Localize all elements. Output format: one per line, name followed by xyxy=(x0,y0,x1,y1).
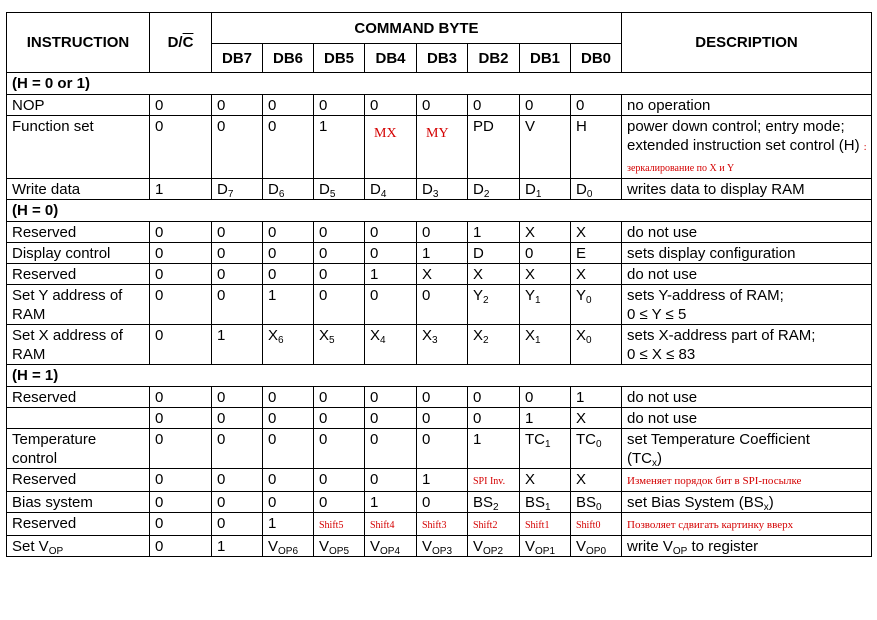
bit-cell-db3 xyxy=(417,116,468,179)
description-cell xyxy=(622,513,872,536)
table-row xyxy=(7,513,872,536)
subscript: 7 xyxy=(227,189,234,200)
bit-cell-db1: $X_1$ xyxy=(520,325,571,365)
description-cell: set Temperature Coefficient $(TC_x)$ xyxy=(622,429,872,469)
bit-cell-db5: $V_{OP5}$ xyxy=(314,536,365,557)
bit-cell-db0: $Y_0$ xyxy=(571,285,622,325)
bit-cell-db5: $D_5$ xyxy=(314,179,365,200)
instruction-cell: Reserved xyxy=(7,513,150,536)
subscript: x xyxy=(763,502,769,513)
bit-cell-db7: 0 xyxy=(212,429,263,469)
subscript: OP0 xyxy=(586,546,607,557)
description-cell: set Bias System $(BS_x)$ xyxy=(622,492,872,513)
bit-cell-db0: E xyxy=(571,243,622,264)
bit-cell-db4: 0 xyxy=(365,429,417,469)
table-row xyxy=(7,469,872,492)
bit-cell-db7: 1 xyxy=(212,325,263,365)
dc-cell: 0 xyxy=(150,325,212,365)
bit-cell-db2: $D_2$ xyxy=(468,179,520,200)
bit-cell-db5: $X_5$ xyxy=(314,325,365,365)
annotation-text: Shift0 xyxy=(576,520,601,531)
bit-cell-db5: 0 xyxy=(314,387,365,408)
subscript: x xyxy=(652,458,657,469)
bit-cell-db4: 0 xyxy=(365,387,417,408)
bit-cell-db7: 0 xyxy=(212,95,263,116)
subscript: OP5 xyxy=(329,546,350,557)
table-row xyxy=(7,285,872,325)
bit-cell-db6: 0 xyxy=(263,222,314,243)
bit-cell-db1: X xyxy=(520,469,571,492)
subscript: 2 xyxy=(483,189,490,200)
bit-cell-db6: $X_6$ xyxy=(263,325,314,365)
dc-cell: 0 xyxy=(150,536,212,557)
annotation-text: Shift5 xyxy=(319,520,344,531)
description-cell: writes data to display RAM xyxy=(622,179,872,200)
instruction-cell: Reserved xyxy=(7,222,150,243)
command-byte-header: COMMAND BYTE xyxy=(212,13,622,44)
bit-cell-db2: $V_{OP2}$ xyxy=(468,536,520,557)
section-title: (H = 0 or 1) xyxy=(7,73,872,95)
bit-cell-db5: 0 xyxy=(314,243,365,264)
dc-cell: 0 xyxy=(150,116,212,179)
bit-cell-db1: 1 xyxy=(520,408,571,429)
section-title: (H = 1) xyxy=(7,365,872,387)
bit-cell-db2: 1 xyxy=(468,222,520,243)
bit-cell-db5 xyxy=(314,513,365,536)
subscript: OP2 xyxy=(483,546,504,557)
annotation-text: MX xyxy=(374,126,397,141)
subscript: OP xyxy=(48,546,64,557)
table-row xyxy=(7,325,872,365)
table-row xyxy=(7,179,872,200)
db3-header: DB3 xyxy=(417,44,468,73)
bit-cell-db0: X xyxy=(571,408,622,429)
bit-cell-db7: 0 xyxy=(212,387,263,408)
bit-cell-db4 xyxy=(365,513,417,536)
bit-cell-db1: V xyxy=(520,116,571,179)
bit-cell-db2: $Y_2$ xyxy=(468,285,520,325)
table-row xyxy=(7,387,872,408)
bit-cell-db3: 0 xyxy=(417,222,468,243)
bit-cell-db4: 0 xyxy=(365,222,417,243)
bit-cell-db1: X xyxy=(520,264,571,285)
bit-cell-db6: $V_{OP6}$ xyxy=(263,536,314,557)
bit-cell-db0: X xyxy=(571,264,622,285)
annotation-text: Изменяет порядок бит в SPI-посылке xyxy=(627,475,802,487)
bit-cell-db6: 0 xyxy=(263,492,314,513)
table-row xyxy=(7,264,872,285)
subscript: 2 xyxy=(493,502,499,513)
dc-cell: 0 xyxy=(150,95,212,116)
bit-cell-db3: 0 xyxy=(417,408,468,429)
table-row xyxy=(7,536,872,557)
bit-cell-db6: 0 xyxy=(263,429,314,469)
dc-cell: 0 xyxy=(150,408,212,429)
bit-cell-db7: 0 xyxy=(212,243,263,264)
description-cell: do not use xyxy=(622,387,872,408)
bit-cell-db0: H xyxy=(571,116,622,179)
bit-cell-db4: 1 xyxy=(365,492,417,513)
bit-cell-db5: 0 xyxy=(314,469,365,492)
bit-cell-db0: $TC_0$ xyxy=(571,429,622,469)
subscript: 1 xyxy=(545,439,551,450)
bit-cell-db1: 0 xyxy=(520,387,571,408)
annotation-text: Shift2 xyxy=(473,520,498,531)
subscript: 1 xyxy=(535,295,541,306)
subscript: OP xyxy=(672,546,688,557)
bit-cell-db6: 1 xyxy=(263,285,314,325)
dc-cell: 0 xyxy=(150,243,212,264)
bit-cell-db7: $D_7$ xyxy=(212,179,263,200)
bit-cell-db3: 0 xyxy=(417,285,468,325)
instruction-cell: Temperature control xyxy=(7,429,150,469)
subscript: OP4 xyxy=(380,546,401,557)
bit-cell-db0: 0 xyxy=(571,95,622,116)
bit-cell-db6: 0 xyxy=(263,243,314,264)
annotation-text: Shift3 xyxy=(422,520,447,531)
bit-cell-db6: $D_6$ xyxy=(263,179,314,200)
db5-header: DB5 xyxy=(314,44,365,73)
bit-cell-db0: $BS_0$ xyxy=(571,492,622,513)
bit-cell-db3: 0 xyxy=(417,492,468,513)
command-table-container xyxy=(6,12,872,557)
description-cell: write $V_{OP}$ to register xyxy=(622,536,872,557)
db0-header: DB0 xyxy=(571,44,622,73)
description-cell: sets X-address part of RAM; 0 ≤ X ≤ 83 xyxy=(622,325,872,365)
description-cell: do not use xyxy=(622,222,872,243)
db6-header: DB6 xyxy=(263,44,314,73)
bit-cell-db1: $V_{OP1}$ xyxy=(520,536,571,557)
table-row xyxy=(7,243,872,264)
subscript: 0 xyxy=(596,439,602,450)
bit-cell-db4: 0 xyxy=(365,285,417,325)
bit-cell-db0 xyxy=(571,513,622,536)
dc-cell: 0 xyxy=(150,285,212,325)
bit-cell-db5: 0 xyxy=(314,222,365,243)
bit-cell-db2: 0 xyxy=(468,408,520,429)
subscript: 5 xyxy=(329,189,336,200)
bit-cell-db0: $X_0$ xyxy=(571,325,622,365)
description-cell: power down control; entry mode; extended instruction set control (H) : зеркалирование по X и Y xyxy=(622,116,872,179)
bit-cell-db6: 0 xyxy=(263,95,314,116)
instruction-cell: Reserved xyxy=(7,469,150,492)
instruction-cell: Bias system xyxy=(7,492,150,513)
bit-cell-db4: $V_{OP4}$ xyxy=(365,536,417,557)
bit-cell-db0: 1 xyxy=(571,387,622,408)
table-row xyxy=(7,492,872,513)
table-row xyxy=(7,95,872,116)
subscript: 3 xyxy=(432,189,439,200)
description-cell: sets Y-address of RAM; 0 ≤ Y ≤ 5 xyxy=(622,285,872,325)
dc-cell: 1 xyxy=(150,179,212,200)
description-cell: no operation xyxy=(622,95,872,116)
bit-cell-db3: 1 xyxy=(417,243,468,264)
bit-cell-db3: $V_{OP3}$ xyxy=(417,536,468,557)
bit-cell-db7: 1 xyxy=(212,536,263,557)
subscript: OP6 xyxy=(278,546,299,557)
table-row xyxy=(7,116,872,179)
bit-cell-db2: 0 xyxy=(468,387,520,408)
bit-cell-db3: $X_3$ xyxy=(417,325,468,365)
table-row xyxy=(7,408,872,429)
bit-cell-db5: 1 xyxy=(314,116,365,179)
instruction-cell xyxy=(7,408,150,429)
db4-header: DB4 xyxy=(365,44,417,73)
instruction-cell: Set X address of RAM xyxy=(7,325,150,365)
bit-cell-db4: 0 xyxy=(365,469,417,492)
instruction-cell: Reserved xyxy=(7,387,150,408)
section-row xyxy=(7,73,872,95)
instruction-cell: Reserved xyxy=(7,264,150,285)
dc-header-c: $\overline{C}$ xyxy=(182,34,194,51)
bit-cell-db6: 0 xyxy=(263,408,314,429)
bit-cell-db7: 0 xyxy=(212,285,263,325)
bit-cell-db7: 0 xyxy=(212,222,263,243)
bit-cell-db2 xyxy=(468,513,520,536)
db2-header: DB2 xyxy=(468,44,520,73)
subscript: 1 xyxy=(535,189,542,200)
dc-header xyxy=(150,13,212,73)
subscript: 1 xyxy=(545,502,551,513)
annotation-text: Shift4 xyxy=(370,520,395,531)
bit-cell-db4: 0 xyxy=(365,408,417,429)
dc-cell: 0 xyxy=(150,264,212,285)
dc-cell: 0 xyxy=(150,429,212,469)
bit-cell-db5: 0 xyxy=(314,264,365,285)
bit-cell-db1: 0 xyxy=(520,95,571,116)
table-row xyxy=(7,222,872,243)
bit-cell-db0: $V_{OP0}$ xyxy=(571,536,622,557)
instruction-cell: Function set xyxy=(7,116,150,179)
bit-cell-db7: 0 xyxy=(212,116,263,179)
bit-cell-db2: $BS_2$ xyxy=(468,492,520,513)
bit-cell-db2 xyxy=(468,469,520,492)
bit-cell-db1: $BS_1$ xyxy=(520,492,571,513)
bit-cell-db4 xyxy=(365,116,417,179)
bit-cell-db3: 0 xyxy=(417,429,468,469)
bit-cell-db7: 0 xyxy=(212,408,263,429)
dc-cell: 0 xyxy=(150,492,212,513)
bit-cell-db1: $D_1$ xyxy=(520,179,571,200)
bit-cell-db2: 0 xyxy=(468,95,520,116)
table-row xyxy=(7,429,872,469)
dc-header-d: D/ xyxy=(167,34,183,51)
instruction-cell: Set $V_{OP}$ xyxy=(7,536,150,557)
bit-cell-db7: 0 xyxy=(212,264,263,285)
annotation-text: Позволяет сдвигать картинку вверх xyxy=(627,519,794,531)
bit-cell-db7: 0 xyxy=(212,469,263,492)
db1-header: DB1 xyxy=(520,44,571,73)
annotation-text: Shift1 xyxy=(525,520,550,531)
subscript: 2 xyxy=(483,335,489,346)
bit-cell-db2: D xyxy=(468,243,520,264)
bit-cell-db5: 0 xyxy=(314,429,365,469)
bit-cell-db3: $D_3$ xyxy=(417,179,468,200)
subscript: OP1 xyxy=(535,546,556,557)
subscript: 0 xyxy=(586,189,593,200)
bit-cell-db6: 0 xyxy=(263,264,314,285)
bit-cell-db5: 0 xyxy=(314,285,365,325)
bit-cell-db4: 1 xyxy=(365,264,417,285)
bit-cell-db3: 0 xyxy=(417,387,468,408)
bit-cell-db5: 0 xyxy=(314,408,365,429)
subscript: 4 xyxy=(380,189,387,200)
bit-cell-db4: 0 xyxy=(365,243,417,264)
instruction-cell: NOP xyxy=(7,95,150,116)
bit-cell-db0: X xyxy=(571,469,622,492)
bit-cell-db1: $TC_1$ xyxy=(520,429,571,469)
instruction-header: INSTRUCTION xyxy=(7,13,150,73)
bit-cell-db3: X xyxy=(417,264,468,285)
bit-cell-db6: 0 xyxy=(263,116,314,179)
subscript: 0 xyxy=(586,335,592,346)
bit-cell-db2: X xyxy=(468,264,520,285)
annotation-text: MY xyxy=(426,126,449,141)
instruction-cell: Set Y address of RAM xyxy=(7,285,150,325)
subscript: 6 xyxy=(278,189,285,200)
bit-cell-db1: $Y_1$ xyxy=(520,285,571,325)
annotation-text: : зеркалирование по X и Y xyxy=(627,142,867,174)
bit-cell-db2: PD xyxy=(468,116,520,179)
bit-cell-db6: 0 xyxy=(263,469,314,492)
subscript: 6 xyxy=(278,335,284,346)
instruction-cell: Display control xyxy=(7,243,150,264)
bit-cell-db1: X xyxy=(520,222,571,243)
section-title: (H = 0) xyxy=(7,200,872,222)
command-table xyxy=(6,12,872,557)
dc-cell: 0 xyxy=(150,387,212,408)
dc-cell: 0 xyxy=(150,222,212,243)
db7-header: DB7 xyxy=(212,44,263,73)
bit-cell-db4: 0 xyxy=(365,95,417,116)
bit-cell-db3: 1 xyxy=(417,469,468,492)
bit-cell-db5: 0 xyxy=(314,95,365,116)
description-cell: sets display configuration xyxy=(622,243,872,264)
description-cell: do not use xyxy=(622,264,872,285)
subscript: 3 xyxy=(432,335,438,346)
instruction-cell: Write data xyxy=(7,179,150,200)
bit-cell-db0: $D_0$ xyxy=(571,179,622,200)
bit-cell-db6: 1 xyxy=(263,513,314,536)
bit-cell-db7: 0 xyxy=(212,492,263,513)
command-table-body xyxy=(7,73,872,557)
dc-cell: 0 xyxy=(150,513,212,536)
section-row xyxy=(7,365,872,387)
description-cell xyxy=(622,469,872,492)
bit-cell-db2: $X_2$ xyxy=(468,325,520,365)
subscript: 5 xyxy=(329,335,335,346)
bit-cell-db6: 0 xyxy=(263,387,314,408)
subscript: 0 xyxy=(586,295,592,306)
subscript: 0 xyxy=(596,502,602,513)
bit-cell-db3 xyxy=(417,513,468,536)
subscript: 1 xyxy=(535,335,541,346)
subscript: 2 xyxy=(483,295,489,306)
section-row xyxy=(7,200,872,222)
bit-cell-db4: $X_4$ xyxy=(365,325,417,365)
description-header: DESCRIPTION xyxy=(622,13,872,73)
subscript: OP3 xyxy=(432,546,453,557)
bit-cell-db5: 0 xyxy=(314,492,365,513)
bit-cell-db1: 0 xyxy=(520,243,571,264)
bit-cell-db0: X xyxy=(571,222,622,243)
bit-cell-db2: 1 xyxy=(468,429,520,469)
bit-cell-db7: 0 xyxy=(212,513,263,536)
annotation-text: SPI Inv. xyxy=(473,476,506,487)
bit-cell-db4: $D_4$ xyxy=(365,179,417,200)
dc-cell: 0 xyxy=(150,469,212,492)
subscript: 4 xyxy=(380,335,386,346)
bit-cell-db3: 0 xyxy=(417,95,468,116)
description-cell: do not use xyxy=(622,408,872,429)
bit-cell-db1 xyxy=(520,513,571,536)
